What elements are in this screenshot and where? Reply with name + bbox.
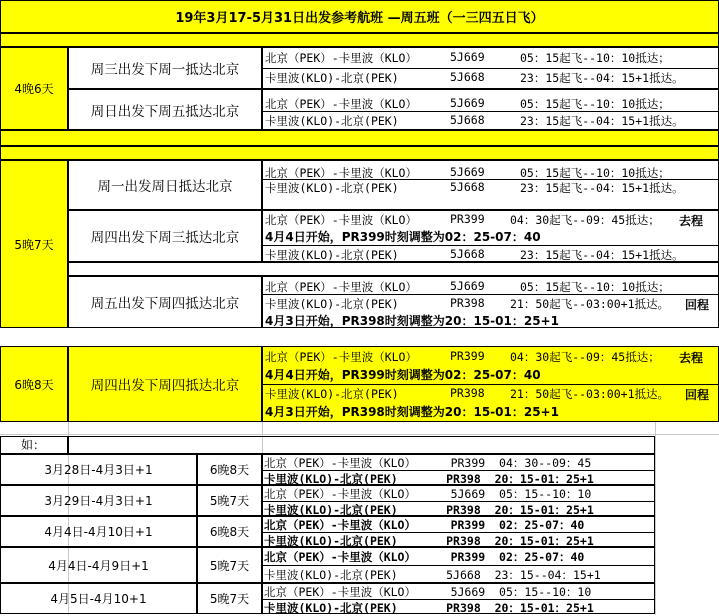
example-flight-line: 卡里波(KLO)-北京(PEK) PR398 20：15-01：25+1	[264, 503, 594, 517]
flight-line: 卡里波(KLO)-北京(PEK) 5J668 23：15起飞--04：15+1抵达。	[265, 113, 684, 128]
example-flight-line: 卡里波(KLO)-北京(PEK) PR398 20：15-01：25+1	[264, 601, 594, 615]
example-date: 3月28日-4月3日+1	[0, 454, 197, 485]
spacer-row	[0, 328, 719, 346]
example-date: 4月4日-4月9日+1	[0, 547, 197, 583]
duration-label-4n6d: 4晚6天	[0, 47, 68, 130]
example-date: 3月29日-4月3日+1	[0, 485, 197, 516]
depart-rule: 周四出发下周四抵达北京	[68, 346, 262, 422]
flight-line: 卡里波(KLO)-北京(PEK) PR398 21：50起飞--03:00+1抵达。 回程	[265, 386, 710, 402]
depart-rule: 周四出发下周三抵达北京	[68, 210, 262, 262]
spacer-row	[0, 33, 719, 47]
duration-label-5n7d: 5晚7天	[0, 160, 68, 328]
example-duration: 5晚7天	[197, 583, 262, 614]
depart-rule: 周五出发下周四抵达北京	[68, 276, 262, 328]
example-flight-line: 卡里波(KLO)-北京(PEK) 5J668 23：15--04：15+1	[264, 568, 601, 582]
spacer-row	[0, 130, 719, 146]
example-flights	[262, 547, 655, 583]
flight-block	[262, 89, 719, 130]
schedule-note: 4月4日开始，PR399时刻调整为02：25-07：40	[265, 230, 541, 244]
schedule-note: 4月4日开始，PR399时刻调整为02：25-07：40	[265, 368, 541, 382]
spacer-cell	[68, 436, 655, 454]
example-flight-line: 北京（PEK）-卡里波（KLO） PR399 02：25-07：40	[264, 550, 585, 564]
flight-block	[262, 160, 719, 210]
example-flight-line: 卡里波(KLO)-北京(PEK) PR398 20：15-01：25+1	[264, 534, 594, 548]
page-title: 19年3月17-5月31日出发参考航班 —周五班（一三四五日飞）	[0, 0, 719, 33]
example-flight-line: 北京（PEK）-卡里波（KLO） PR399 04：30--09：45	[264, 456, 592, 470]
depart-rule: 周一出发周日抵达北京	[68, 160, 262, 210]
flight-line: 北京（PEK）-卡里波（KLO） 5J669 05：15起飞--10：10抵达；	[265, 165, 670, 180]
flight-line: 北京（PEK）-卡里波（KLO） 5J669 05：15起飞--10：10抵达；	[265, 279, 670, 294]
flight-block	[262, 276, 719, 328]
spacer-row	[68, 262, 719, 276]
flight-line: 卡里波(KLO)-北京(PEK) 5J668 23：15起飞--04：15+1抵达。	[265, 70, 684, 85]
flight-line: 北京（PEK）-卡里波（KLO） 5J669 05：15起飞--10：10抵达；	[265, 96, 670, 111]
flight-block	[262, 210, 719, 262]
flight-line: 北京（PEK）-卡里波（KLO） PR399 04：30起飞--09：45抵达； 去程	[265, 349, 704, 365]
spacer-row	[0, 146, 719, 160]
flight-line: 卡里波(KLO)-北京(PEK) 5J668 23：15起飞--04：15+1抵达。	[265, 247, 684, 262]
flight-block	[262, 346, 719, 422]
schedule-note: 4月3日开始，PR398时刻调整为20：15-01：25+1	[265, 314, 559, 328]
example-flights	[262, 583, 655, 614]
flight-line: 北京（PEK）-卡里波（KLO） PR399 04：30起飞--09：45抵达； 去程	[265, 212, 704, 228]
example-duration: 6晚8天	[197, 516, 262, 547]
example-date: 4月4日-4月10日+1	[0, 516, 197, 547]
example-flight-line: 北京（PEK）-卡里波（KLO） PR399 02：25-07：40	[264, 518, 585, 532]
schedule-note: 4月3日开始，PR398时刻调整为20：15-01：25+1	[265, 405, 559, 419]
duration-label-6n8d: 6晚8天	[0, 346, 68, 422]
flight-block	[262, 47, 719, 89]
depart-rule: 周三出发下周一抵达北京	[68, 47, 262, 89]
example-duration: 6晚8天	[197, 454, 262, 485]
example-date: 4月5日-4月10+1	[0, 583, 197, 614]
flight-line: 卡里波(KLO)-北京(PEK) PR398 21：50起飞--03:00+1抵达。 回程	[265, 296, 710, 312]
example-flight-line: 北京（PEK）-卡里波（KLO） 5J669 05：15--10：10	[264, 585, 592, 599]
example-duration: 5晚7天	[197, 547, 262, 583]
example-flights	[262, 485, 655, 516]
flight-line: 北京（PEK）-卡里波（KLO） 5J669 05：15起飞--10：10抵达；	[265, 50, 670, 65]
flight-line: 卡里波(KLO)-北京(PEK) 5J668 23：15起飞--04：15+1抵达。	[265, 180, 684, 195]
example-duration: 5晚7天	[197, 485, 262, 516]
depart-rule: 周日出发下周五抵达北京	[68, 89, 262, 130]
example-flights	[262, 516, 655, 547]
example-flights	[262, 454, 655, 485]
example-flight-line: 卡里波(KLO)-北京(PEK) PR398 20：15-01：25+1	[264, 472, 594, 486]
examples-heading: 如：	[0, 436, 68, 454]
example-flight-line: 北京（PEK）-卡里波（KLO） 5J669 05：15--10：10	[264, 487, 592, 501]
